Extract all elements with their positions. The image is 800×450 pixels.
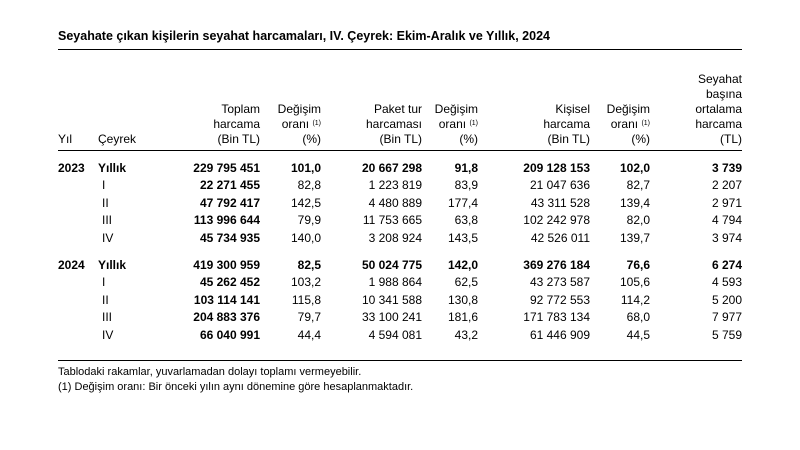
header-toplam: Toplam harcama (Bin TL) [213,102,260,146]
paket-cell: 3 208 924 [368,230,422,245]
period-cell: I [102,275,106,290]
table-title: Seyahate çıkan kişilerin seyahat harcamaları, IV. Çeyrek: Ekim-Aralık ve Yıllık, 2024 [58,29,550,43]
footnote-rounding: Tablodaki rakamlar, yuvarlamadan dolayı toplamı vermeyebilir. [58,366,362,378]
header-degisim-2: Değişim oranı $^{(1)}$ (%) [434,102,478,146]
degisim-3-cell: 44,5 [626,327,650,342]
degisim-1-cell: 44,4 [297,327,321,342]
table-row [58,230,742,247]
toplam-cell: 103 114 141 [193,292,260,307]
degisim-3-cell: 76,6 [626,258,650,273]
year-cell: 2023 [58,161,85,175]
degisim-1-cell: 140,0 [290,230,321,245]
degisim-3-cell: 82,0 [626,213,650,228]
degisim-1-cell: 103,2 [290,275,321,290]
table-row [58,309,742,326]
degisim-1-cell: 82,8 [297,178,321,193]
kisisel-cell: 171 783 134 [523,310,590,325]
kisisel-cell: 42 526 011 [530,230,590,245]
degisim-1-cell: 82,5 [297,258,321,273]
table-row [58,195,742,212]
paket-cell: 50 024 775 [361,258,422,273]
paket-cell: 20 667 298 [361,161,422,175]
toplam-cell: 229 795 451 [193,161,260,175]
paket-cell: 10 341 588 [361,292,422,307]
degisim-3-cell: 68,0 [626,310,650,325]
ortalama-cell: 2 971 [711,195,742,210]
table-row [58,257,742,274]
ortalama-cell: 7 977 [711,310,742,325]
ortalama-cell: 3 974 [711,230,742,245]
degisim-3-cell: 114,2 [620,292,650,307]
table-row [58,160,742,177]
toplam-cell: 45 734 935 [199,230,260,245]
kisisel-cell: 92 772 553 [529,292,590,307]
period-cell: II [102,195,109,210]
year-cell: 2024 [58,258,85,273]
degisim-2-cell: 83,9 [454,178,478,193]
ortalama-cell: 4 794 [711,213,742,228]
period-cell: III [102,213,113,228]
table-row [58,177,742,194]
toplam-cell: 45 262 452 [199,275,260,290]
degisim-3-cell: 102,0 [619,161,650,175]
degisim-2-cell: 63,8 [454,213,478,228]
degisim-2-cell: 142,0 [447,258,478,273]
toplam-cell: 22 271 455 [199,178,260,193]
degisim-1-cell: 79,9 [297,213,321,228]
table-row [58,274,742,291]
header-row [58,51,742,150]
toplam-cell: 47 792 417 [199,195,260,210]
kisisel-cell: 43 273 587 [529,275,590,290]
period-cell: I [102,178,106,193]
kisisel-cell: 369 276 184 [523,258,590,273]
table-body [58,150,742,344]
toplam-cell: 419 300 959 [193,258,260,273]
degisim-1-cell: 79,7 [297,310,321,325]
footnote-change-rate: (1) Değişim oranı: Bir önceki yılın aynı dönemine göre hesaplanmaktadır. [58,380,414,393]
period-cell: II [102,292,109,307]
period-cell: Yıllık [98,161,127,175]
header-paket: Paket tur harcaması (Bin TL) [365,102,422,146]
header-yil: Yıl [58,132,73,146]
period-cell: IV [102,327,114,342]
header-degisim-1: Değişim oranı $^{(1)}$ (%) [277,102,321,146]
ortalama-cell: 3 739 [711,161,742,175]
degisim-2-cell: 91,8 [454,161,478,175]
degisim-3-cell: 139,7 [619,230,650,245]
paket-cell: 11 753 665 [362,213,422,228]
paket-cell: 4 594 081 [368,327,422,342]
header-degisim-3: Değişim oranı $^{(1)}$ (%) [606,102,650,146]
table-row [58,212,742,229]
toplam-cell: 204 883 376 [193,310,260,325]
degisim-2-cell: 62,5 [454,275,478,290]
degisim-3-cell: 139,4 [619,195,650,210]
ortalama-cell: 4 593 [711,275,742,290]
degisim-2-cell: 43,2 [454,327,478,342]
toplam-cell: 113 996 644 [193,213,260,228]
paket-cell: 4 480 889 [368,195,422,210]
bottom-rule [58,360,742,361]
degisim-1-cell: 142,5 [290,195,321,210]
ortalama-cell: 5 200 [711,292,742,307]
degisim-3-cell: 105,6 [619,275,650,290]
degisim-1-cell: 115,8 [291,292,321,307]
ortalama-cell: 6 274 [711,258,742,273]
kisisel-cell: 21 047 636 [529,178,590,193]
expenditure-table [58,51,742,344]
degisim-3-cell: 82,7 [626,178,650,193]
degisim-2-cell: 143,5 [447,230,478,245]
toplam-cell: 66 040 991 [199,327,260,342]
footnotes [58,365,413,394]
ortalama-cell: 2 207 [711,178,742,193]
paket-cell: 1 988 864 [368,275,422,290]
paket-cell: 1 223 819 [368,178,422,193]
kisisel-cell: 209 128 153 [523,161,590,175]
header-kisisel: Kişisel harcama (Bin TL) [543,102,590,146]
kisisel-cell: 43 311 528 [530,195,590,210]
degisim-2-cell: 177,4 [447,195,478,210]
table-row [58,327,742,344]
kisisel-cell: 61 446 909 [529,327,590,342]
ortalama-cell: 5 759 [711,327,742,342]
period-cell: IV [102,230,114,245]
header-ceyrek: Çeyrek [98,132,137,146]
paket-cell: 33 100 241 [361,310,422,325]
table-row [58,292,742,309]
degisim-2-cell: 181,6 [447,310,478,325]
kisisel-cell: 102 242 978 [523,213,590,228]
top-rule [58,49,742,50]
degisim-1-cell: 101,0 [290,161,321,175]
period-cell: III [102,310,113,325]
period-cell: Yıllık [98,258,127,273]
header-ortalama: Seyahat başına ortalama harcama (TL) [695,72,742,146]
degisim-2-cell: 130,8 [447,292,478,307]
